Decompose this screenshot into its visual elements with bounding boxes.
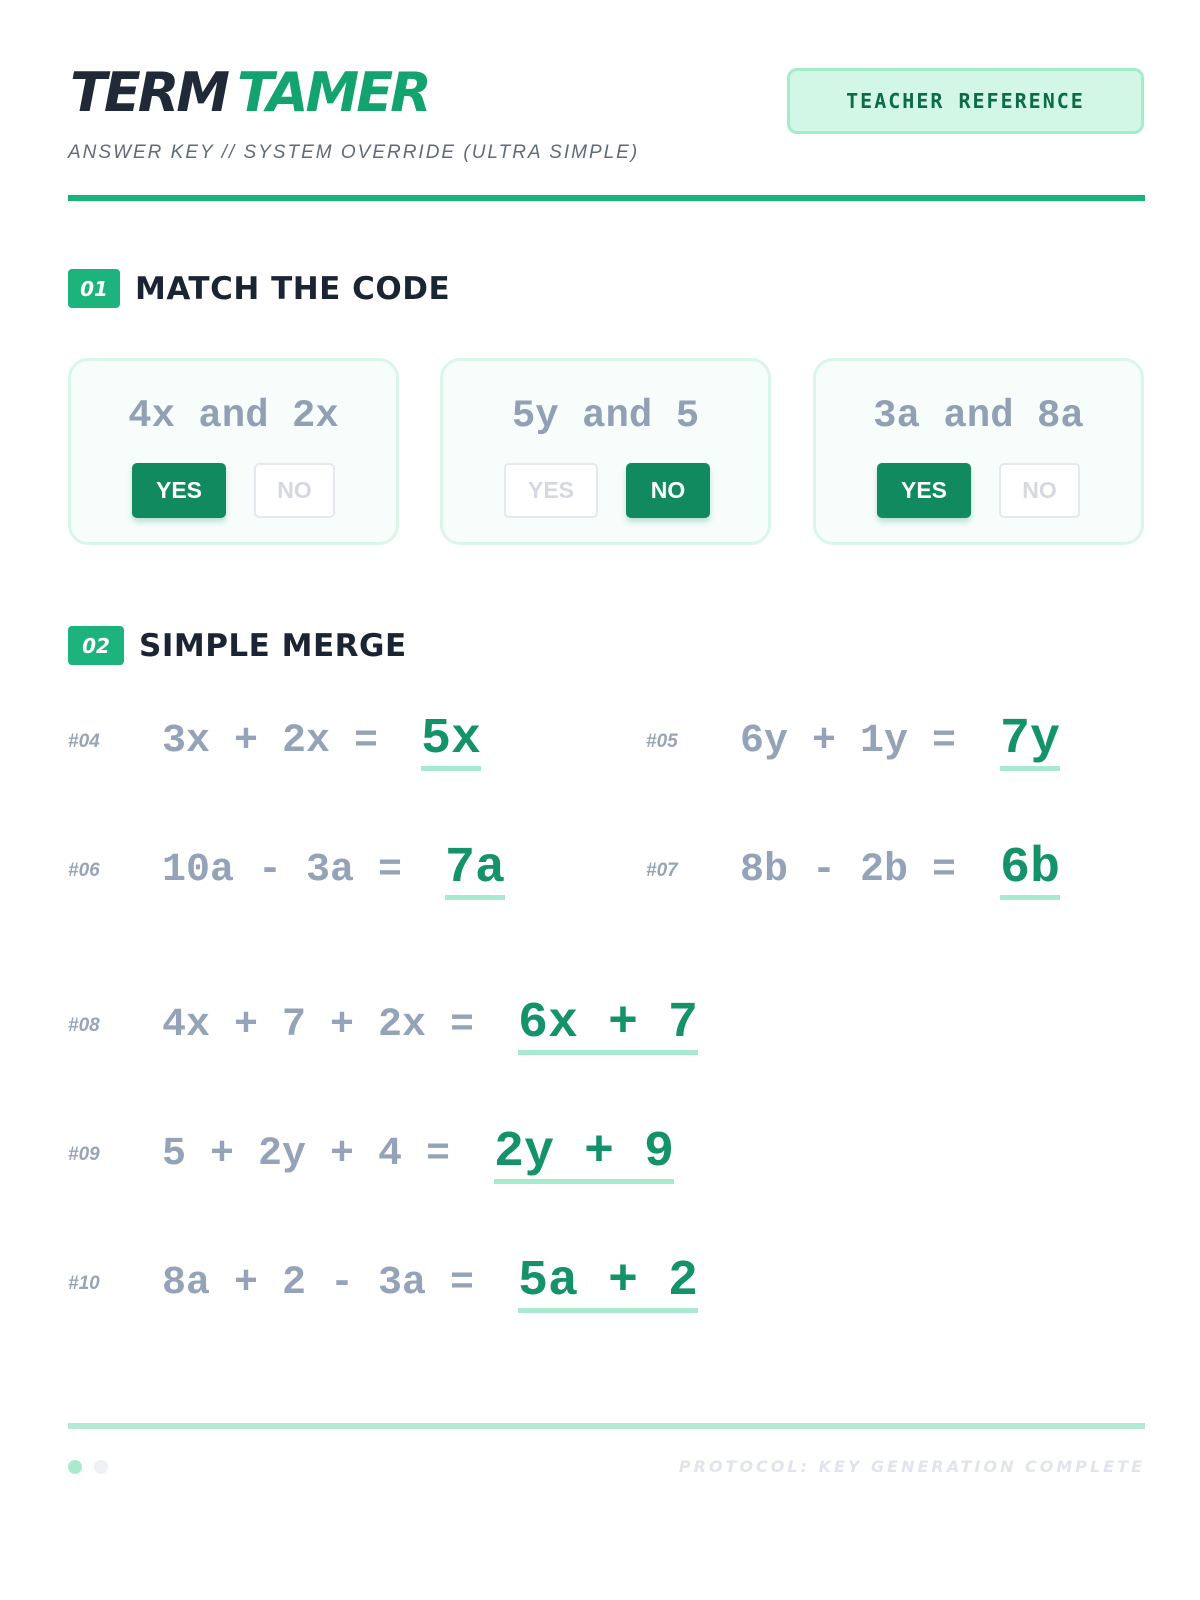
problem-expression: 8a + 2 - 3a = [162,1261,475,1306]
problem-answer: 5a + 2 [518,1256,698,1313]
problem-answer: 7a [445,843,505,900]
section-1-title: MATCH THE CODE [135,270,451,307]
footer-divider [68,1423,1145,1429]
yes-option[interactable]: YES [504,463,598,518]
no-option[interactable]: NO [626,463,710,518]
problem-number: #09 [68,1144,100,1165]
problem-answer: 7y [1000,714,1060,771]
problem-number: #04 [68,731,100,752]
section-2-header [68,626,407,665]
yes-option[interactable]: YES [877,463,971,518]
match-card-3 [813,358,1144,545]
match-card-2 [440,358,771,545]
problem-expression: 8b - 2b = [740,848,957,893]
title-part-tamer: TAMER [237,61,429,124]
page-indicator-inactive [94,1460,108,1474]
problem-expression: 10a - 3a = [162,848,403,893]
problem-answer: 5x [421,714,481,771]
no-option[interactable]: NO [254,463,335,518]
page-subtitle: ANSWER KEY // SYSTEM OVERRIDE (ULTRA SIMPLE) [68,142,640,163]
problem-number: #08 [68,1015,100,1036]
footer-status-text: PROTOCOL: KEY GENERATION COMPLETE [678,1457,1145,1476]
match-card-1 [68,358,399,545]
match-card-expression: 4x and 2x [128,394,339,438]
title-part-term: TERM [70,61,228,124]
problem-number: #05 [646,731,678,752]
problem-number: #10 [68,1273,100,1294]
page-indicator-active [68,1460,82,1474]
teacher-reference-badge: TEACHER REFERENCE [787,68,1144,134]
problem-expression: 4x + 7 + 2x = [162,1003,475,1048]
problem-answer: 6x + 7 [518,998,698,1055]
section-1-number: 01 [68,269,120,308]
problem-expression: 5 + 2y + 4 = [162,1132,451,1177]
section-2-title: SIMPLE MERGE [139,627,407,664]
header-divider [68,195,1145,201]
match-card-expression: 5y and 5 [511,394,700,438]
match-card-expression: 3a and 8a [873,394,1084,438]
page-title [70,61,429,124]
problem-expression: 6y + 1y = [740,719,957,764]
yes-option[interactable]: YES [132,463,226,518]
section-1-header [68,269,450,308]
problem-number: #07 [646,860,678,881]
no-option[interactable]: NO [999,463,1080,518]
problem-answer: 2y + 9 [494,1127,674,1184]
problem-number: #06 [68,860,100,881]
problem-answer: 6b [1000,843,1060,900]
section-2-number: 02 [68,626,124,665]
problem-expression: 3x + 2x = [162,719,379,764]
